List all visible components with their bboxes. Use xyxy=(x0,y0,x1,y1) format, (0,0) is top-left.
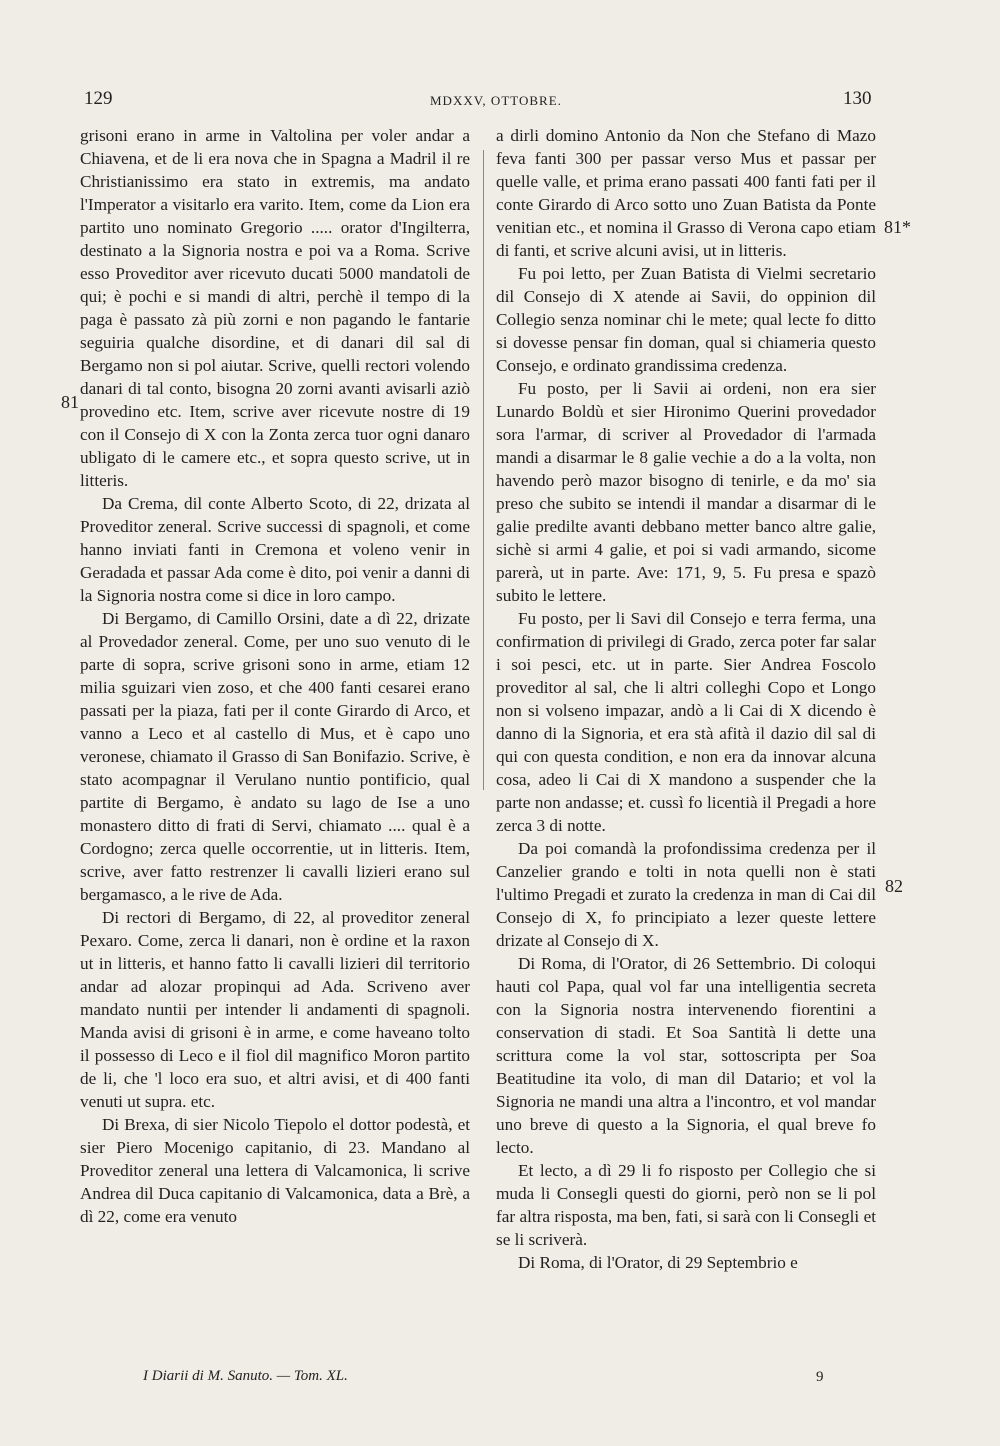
margin-note-82-right: 82 xyxy=(885,876,903,896)
paragraph: grisoni erano in arme in Valtolina per voler andar a Chiavena, et de li era nova che in Spagna a Madril il re Christianissimo era stato in extremis, ma andato l'Imperator a visitarlo era varito. Item, come da Lion era partito uno nominato Gregorio ..... orator d'Ingilterra, destinato a la Signoria nostra e poi va a Roma. Scrive esso Proveditor aver ricevuto ducati 5000 mandatoli de qui; è pochi e si mandi di altri, perchè il tempo di la paga è passato zà più zorni e non pagando le fantarie seguiria qualche disordine, et di danari dil sal di Bergamo non si pol aiutar. Scrive, quelli rectori volendo danari di tal conto, bisogna 20 zorni avanti avisarli aziò provedino etc. Item, scrive aver ricevute nostre di 19 con il Consejo di X con la Zonta zerca tuor ogni danaro ubligato di le camere etc., et sopra questo scrive, ut in litteris. xyxy=(80,126,470,490)
paragraph: Da Crema, dil conte Alberto Scoto, di 22, drizata al Proveditor zeneral. Scrive successi di spagnoli, et come hanno inviati fanti in Cremona et voleno venir in Geradada et passar Ada come è dito, poi venir a danni di la Signoria nostra come si dice in loro campo. xyxy=(80,494,470,605)
paragraph: Da poi comandà la profondissima credenza per il Canzelier grando e tolti in nota quelli non è stati l'ultimo Pregadi et zurato la credenza in man di Cai dil Consejo di X, fo principiato a lezer queste lettere drizate al Consejo di X. xyxy=(496,839,876,950)
margin-note-81-left: 81 xyxy=(61,392,79,412)
page-number-left: 129 xyxy=(84,88,113,109)
right-column xyxy=(496,124,876,1274)
margin-note-81-right: 81* xyxy=(884,217,911,237)
paragraph: Di Roma, di l'Orator, di 29 Septembrio e xyxy=(518,1253,798,1272)
paragraph: Di Brexa, di sier Nicolo Tiepolo el dottor podestà, et sier Piero Mocenigo capitanio, di 23. Mandano al Proveditor zeneral una lettera di Valcamonica, li scrive Andrea dil Duca capitanio di Valcamonica, data a Brè, a dì 22, come era venuto xyxy=(80,1115,470,1226)
paragraph: Fu posto, per li Savi dil Consejo e terra ferma, una confirmation di privilegi di Grado, zerca poter far salar i soi pesci, etc. ut in parte. Sier Andrea Foscolo proveditor al sal, che li altri colleghi Copo et Longo non si volseno impazar, andò a li Cai di X dicendo è danno di la Signoria, et era stà afità il dazio dil sal di qui con questa condition, e non era da innovar alcuna cosa, adeo li Cai di X mandono a suspender che la parte non andasse; et. cussì fo licentià il Pregadi a hore zerca 3 di notte. xyxy=(496,609,876,835)
paragraph: Di Roma, di l'Orator, di 26 Settembrio. Di coloqui hauti col Papa, qual vol far una intelligentia secreta con la Signoria nostra intervenendo fiorentini a conservation di stadi. Et Soa Santità li dette una scrittura come la vol star, sottoscripta per Soa Beatitudine ita volo, di man dil Datario; et vol la Signoria ne mandi una altra a l'incontro, et vol mandar uno breve di questo a la Signoria, el qual breve fo lecto. xyxy=(496,954,876,1157)
paragraph: Fu poi letto, per Zuan Batista di Vielmi secretario dil Consejo di X atende ai Savii, do oppinion dil Collegio senza nominar chi le mete; qual lecte fo ditto si dovesse pensar fin doman, qual si chiameria questo Consejo, e ordinato grandissima credenza. xyxy=(496,264,876,375)
footer-title: I Diarii di M. Sanuto. — Tom. XL. xyxy=(143,1368,348,1384)
paragraph: Di rectori di Bergamo, di 22, al proveditor zeneral Pexaro. Come, zerca li danari, non è ordine et la raxon ut in litteris, et hanno fatto li cavalli lizieri dil territorio andar ad alozar propinqui ad Ada. Scriveno aver mandato nuntii per intender li andamenti di spagnoli. Manda avisi di grisoni è in arme, e come haveano tolto il possesso di Leco e il fiol dil magnifico Moron partito de li, che 'l loco era suo, et altri avisi, et di 400 fanti venuti ut supra. etc. xyxy=(80,908,470,1111)
paragraph: Fu posto, per li Savii ai ordeni, non era sier Lunardo Boldù et sier Hironimo Querini provedador sora l'armar, di scriver al Provedador di l'armada mandi a disarmar le 8 galie vechie a do a la volta, non havendo però mazor bisogno di tenirle, e da mo' sia preso che subito se intendi il mandar a disarmar di le galie predilte avanti debbano metter banco altre galie, sichè si armi 4 galie, et poi si vadi armando, sicome parerà, ut in parte. Ave: 171, 9, 5. Fu presa e spazò subito le lettere. xyxy=(496,379,876,605)
paragraph: Di Bergamo, di Camillo Orsini, date a dì 22, drizate al Provedador zeneral. Come, per uno suo venuto di le parte di sopra, scrive grisoni sono in arme, etiam 12 milia sguizari vien zoso, et che 400 fanti cesarei erano passati per la piaza, fati per il conte Girardo di Arco, et vanno a Leco et al castello di Mus, et è capo uno veronese, chiamato il Grasso di San Bonifazio. Scrive, è stato acompagnar il Verulano nuntio pontificio, qual partite di Bergamo, è andato su lago de Ise a uno monastero ditto di frati di Servi, chiamato .... qual è a Cordogno; zerca quelle occorrentie, ut in litteris. Item, scrive, aver fatto restrenzer li cavalli lizieri erano sul bergamasco, a le rive de Ada. xyxy=(80,609,470,904)
left-column xyxy=(80,124,470,1228)
signature-mark: 9 xyxy=(816,1369,824,1385)
paragraph: a dirli domino Antonio da Non che Stefano di Mazo feva fanti 300 per passar verso Mus et passar per quelle valle, et prima erano passati 400 fanti fati per il conte Girardo di Arco sotto uno Zuan Batista da Ponte venitian etc., et nomina il Grasso di Verona capo etiam di fanti, et scrive alcuni avisi, ut in litteris. xyxy=(496,126,876,260)
running-head: MDXXV, OTTOBRE. xyxy=(430,93,562,108)
page-number-right: 130 xyxy=(843,88,872,109)
column-divider xyxy=(483,150,484,790)
paragraph: Et lecto, a dì 29 li fo risposto per Collegio che si muda li Consegli questi do giorni, però non se li pol far altra risposta, ma ben, fati, si sarà con li Consegli et se li scriverà. xyxy=(496,1161,876,1249)
